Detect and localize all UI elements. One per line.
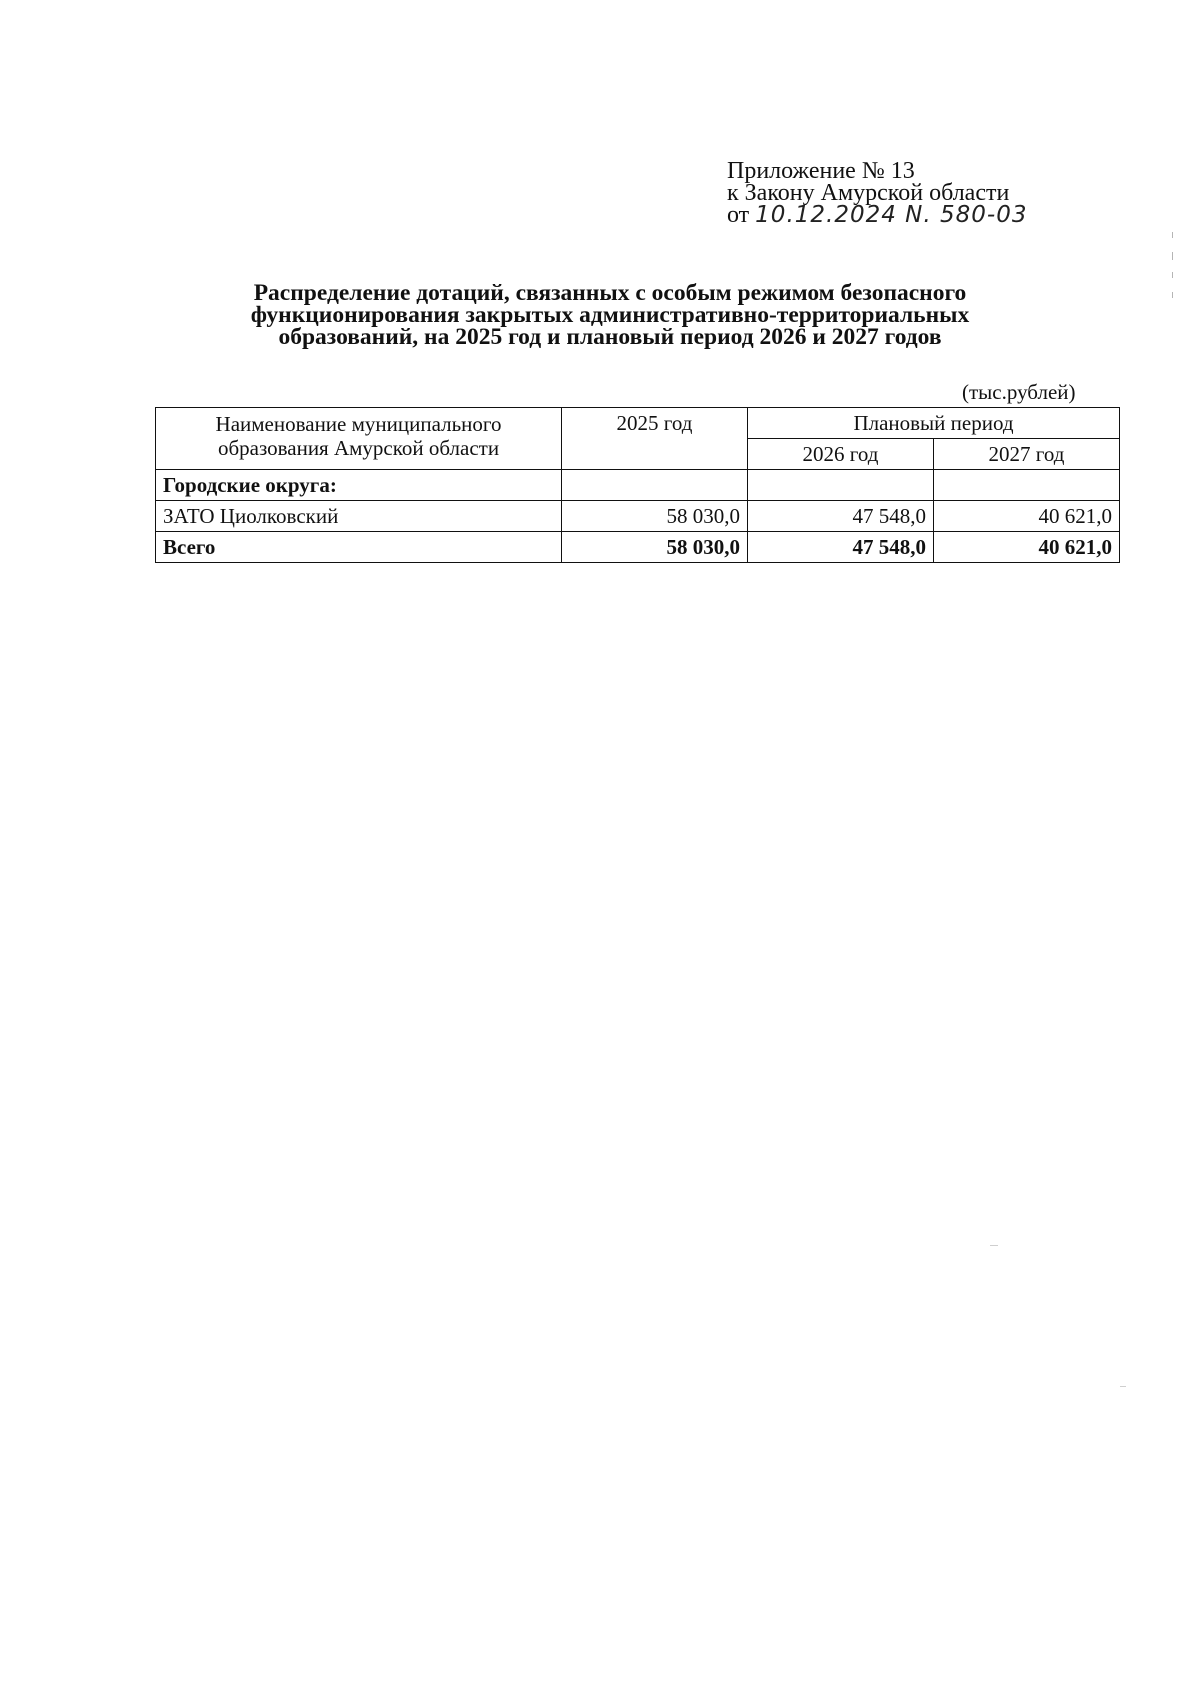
header-municipality-line-2: образования Амурской области [217, 436, 500, 460]
appendix-number: Приложение № 13 [727, 158, 915, 184]
section-empty-2026 [748, 470, 934, 501]
appendix-date-prefix: от [727, 202, 750, 228]
section-empty-2027 [933, 470, 1119, 501]
scan-mark [1172, 292, 1173, 298]
appendix-date-line [727, 204, 1027, 226]
handwritten-date-number: 10.12.2024 N. 580-03 [755, 202, 1028, 228]
appendix-block [727, 160, 1027, 226]
scan-mark [1172, 272, 1173, 278]
section-row [156, 470, 1120, 501]
row-value-2026: 47 548,0 [748, 501, 934, 532]
row-value-2025: 58 030,0 [562, 501, 748, 532]
total-value-2026: 47 548,0 [748, 532, 934, 563]
total-row [156, 532, 1120, 563]
header-year-2027: 2027 год [933, 439, 1119, 470]
subsidy-table [155, 407, 1120, 563]
total-value-2025: 58 030,0 [562, 532, 748, 563]
appendix-law-reference: к Закону Амурской области [727, 180, 1010, 206]
table-row [156, 501, 1120, 532]
total-value-2027: 40 621,0 [933, 532, 1119, 563]
section-label: Городские округа: [156, 470, 562, 501]
header-plan-period: Плановый период [748, 408, 1120, 439]
document-title [150, 282, 1070, 348]
title-line-1: Распределение дотаций, связанных с особым режимом безопасного [253, 280, 967, 306]
header-municipality-line-1: Наименование муниципального [215, 412, 502, 436]
section-empty-2025 [562, 470, 748, 501]
scan-mark [1172, 252, 1173, 260]
scan-mark [1172, 232, 1173, 238]
row-value-2027: 40 621,0 [933, 501, 1119, 532]
total-label: Всего [156, 532, 562, 563]
units-label: (тыс.рублей) [962, 380, 1076, 404]
header-year-2025: 2025 год [562, 408, 748, 470]
scan-speck [1120, 1386, 1126, 1387]
title-line-2: функционирования закрытых административно-территориальных [250, 302, 970, 328]
title-line-3: образований, на 2025 год и плановый период 2026 и 2027 годов [278, 324, 942, 350]
header-municipality [156, 408, 562, 470]
header-row-1 [156, 408, 1120, 439]
scan-speck [990, 1245, 998, 1246]
header-year-2026: 2026 год [748, 439, 934, 470]
row-municipality-name: ЗАТО Циолковский [156, 501, 562, 532]
